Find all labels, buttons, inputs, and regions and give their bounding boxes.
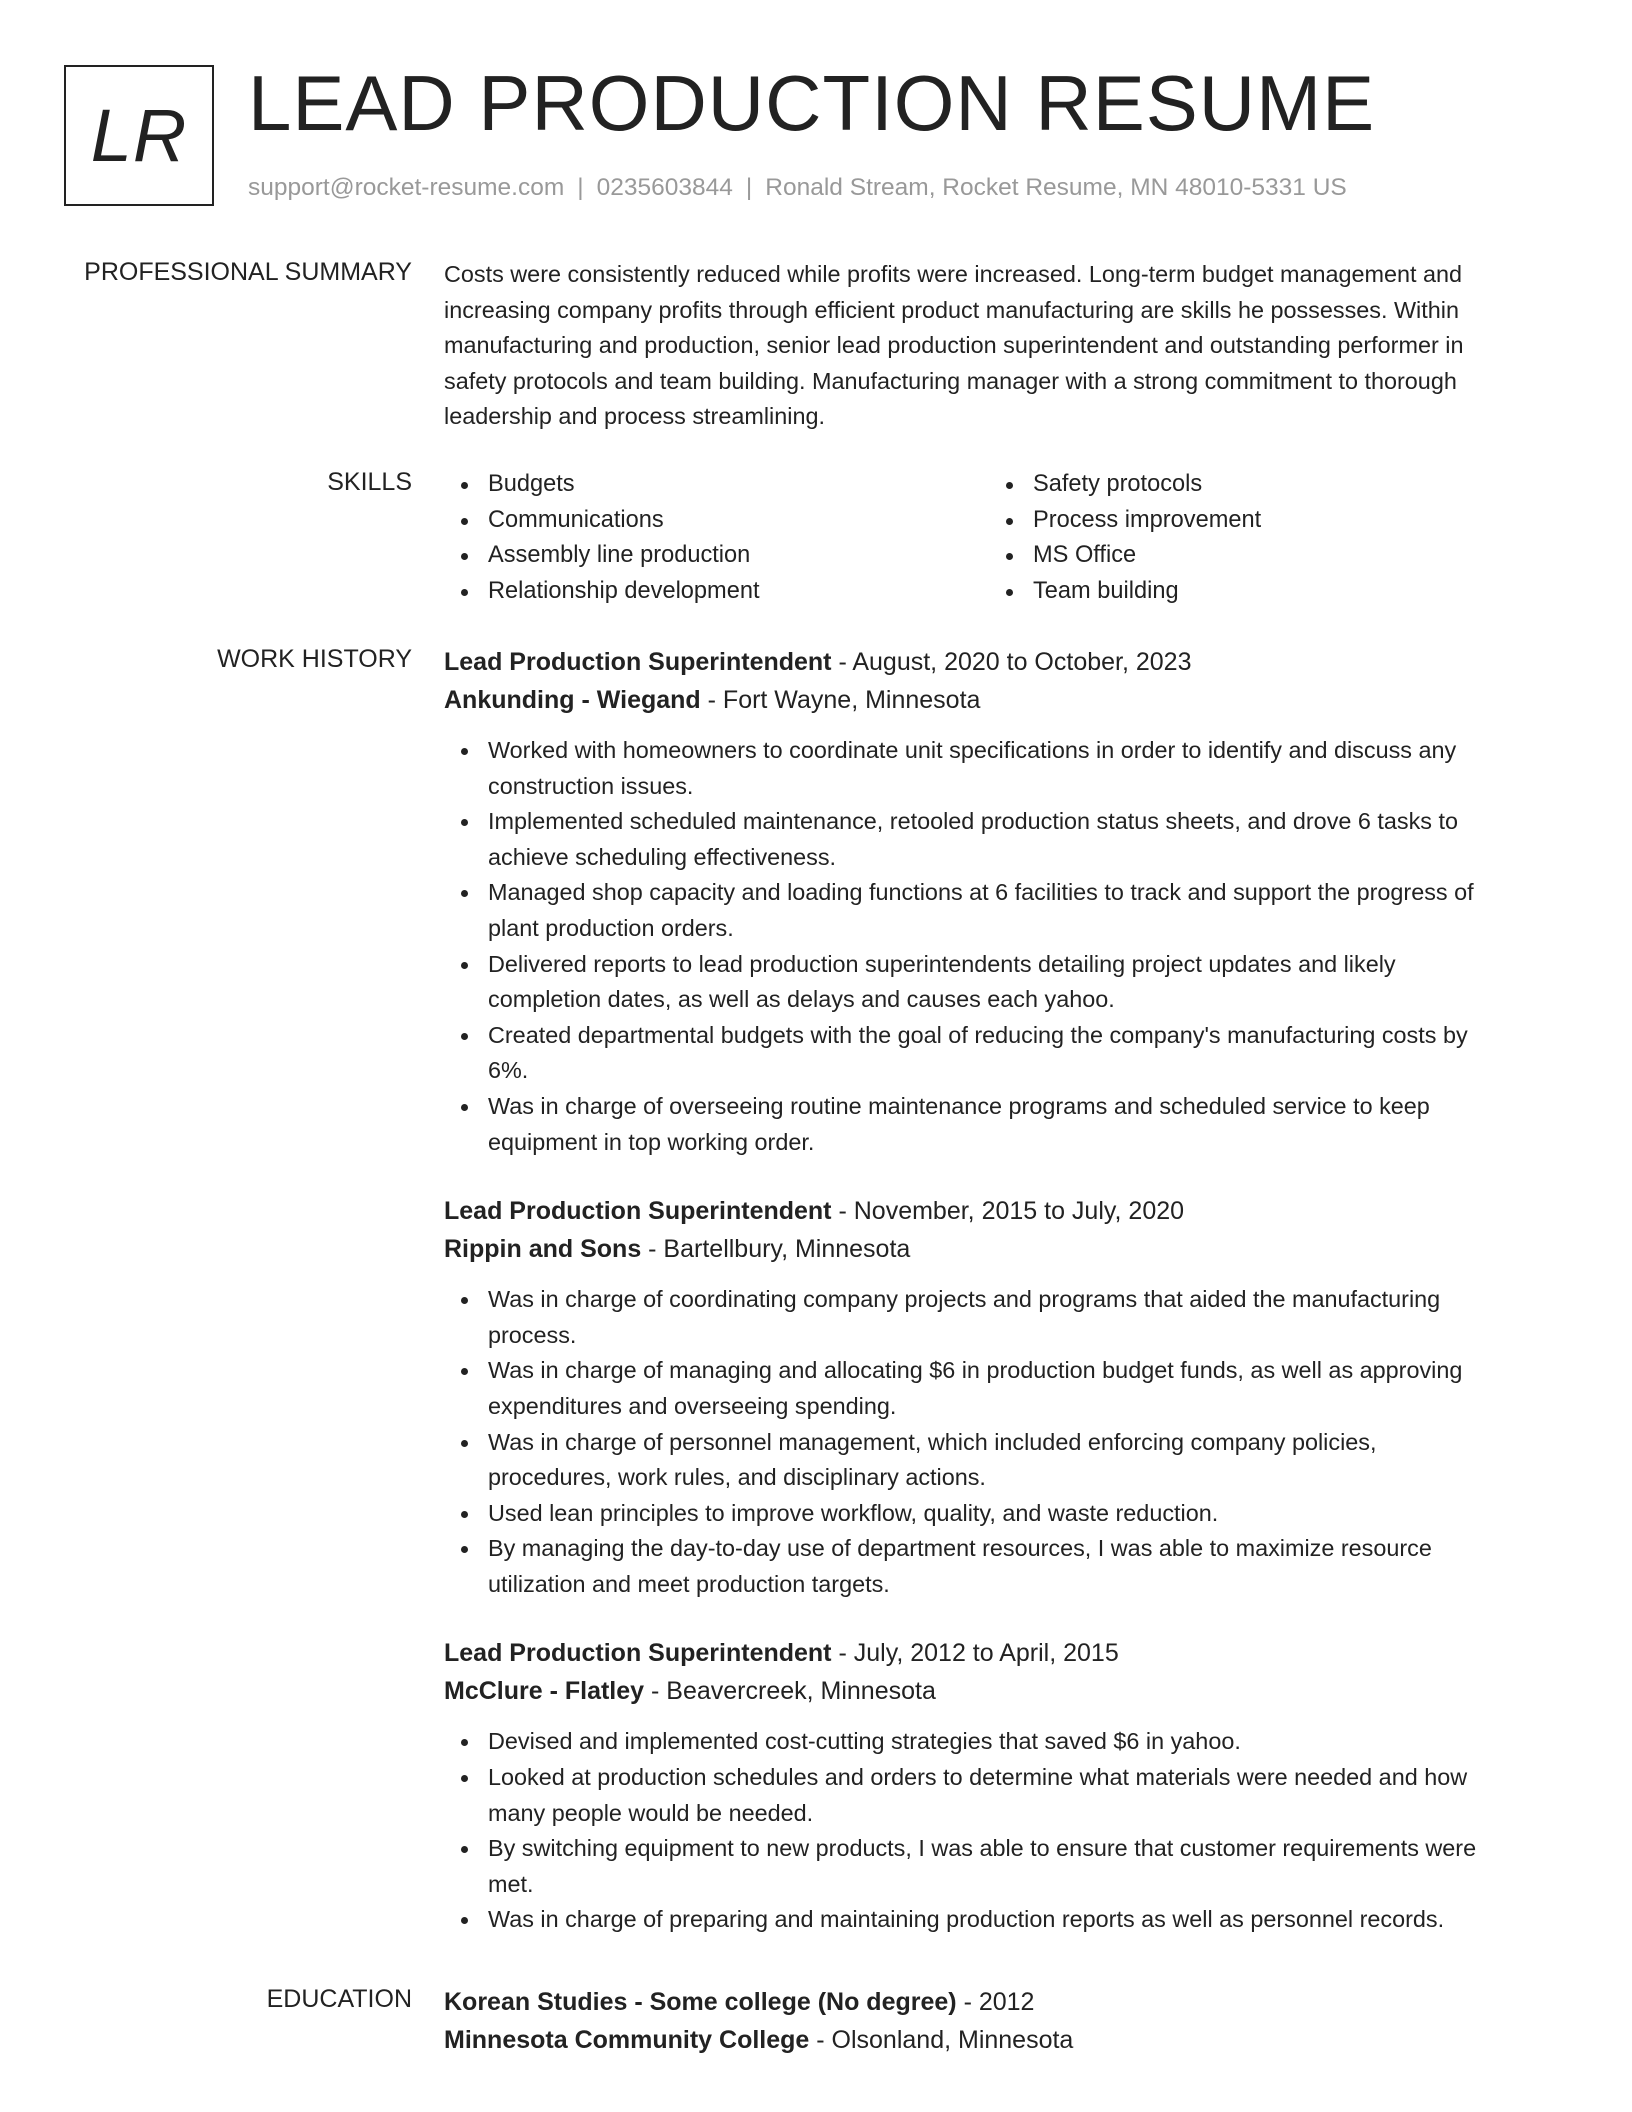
education-degree: Korean Studies - Some college (No degree) xyxy=(444,1988,957,2016)
monogram-initials: LR xyxy=(90,94,188,177)
bullet-line: Delivered reports to lead production superintendents detailing project updates and likely xyxy=(488,950,1396,977)
job-entry xyxy=(444,1192,1544,1602)
skills-column-right xyxy=(989,467,1534,609)
education-year: - 2012 xyxy=(956,1988,1035,2016)
education-heading xyxy=(444,1983,1544,2021)
contact-phone: 0235603844 xyxy=(596,174,733,201)
job-employer xyxy=(444,1230,1544,1268)
contact-address: Ronald Stream, Rocket Resume, MN 48010-5331 US xyxy=(765,174,1347,201)
skill-item: Process improvement xyxy=(989,503,1534,539)
job-company: Ankunding - Wiegand xyxy=(444,686,701,714)
job-company: McClure - Flatley xyxy=(444,1677,645,1706)
summary-label: PROFESSIONAL SUMMARY xyxy=(84,258,412,286)
job-employer xyxy=(444,1672,1544,1710)
job-bullets xyxy=(444,733,1544,1160)
job-bullet xyxy=(444,1089,1544,1160)
work-label: WORK HISTORY xyxy=(217,645,412,673)
job-dates: - November, 2015 to July, 2020 xyxy=(831,1197,1185,1226)
bullet-line: Implemented scheduled maintenance, retooled production status sheets, and drove 6 tasks to xyxy=(488,808,1459,835)
job-bullet xyxy=(444,1425,1544,1496)
bullet-line: Worked with homeowners to coordinate unit specifications in order to identify and discuss any xyxy=(488,737,1457,763)
bullet-line: Managed shop capacity and loading functions at 6 facilities to track and support the progress of xyxy=(488,879,1474,906)
job-bullet xyxy=(444,1018,1544,1089)
education-school: Minnesota Community College xyxy=(444,2026,810,2054)
bullet-line: met. xyxy=(488,1870,534,1897)
job-bullet xyxy=(444,1496,1544,1532)
contact-separator: | xyxy=(577,174,584,201)
bullet-line: many people would be needed. xyxy=(488,1799,814,1826)
skill-item: Assembly line production xyxy=(444,538,989,574)
job-entry xyxy=(444,643,1544,1160)
bullet-line: expenditures and overseeing spending. xyxy=(488,1392,897,1419)
job-heading xyxy=(444,643,1544,681)
bullet-line: Was in charge of preparing and maintaining production reports as well as personnel records. xyxy=(488,1906,1445,1933)
job-bullet xyxy=(444,1760,1544,1831)
job-employer xyxy=(444,681,1544,719)
education-institution xyxy=(444,2021,1544,2059)
job-bullets xyxy=(444,1724,1544,1938)
job-bullet xyxy=(444,947,1544,1018)
job-bullet xyxy=(444,1902,1544,1938)
job-location: - Beavercreek, Minnesota xyxy=(644,1677,936,1706)
summary-line: manufacturing and production, senior lead production superintendent and outstanding performer in xyxy=(444,332,1464,359)
job-bullet xyxy=(444,1353,1544,1424)
summary-line: leadership and process streamlining. xyxy=(444,403,825,430)
job-bullet xyxy=(444,875,1544,946)
bullet-line: equipment in top working order. xyxy=(488,1128,815,1155)
summary-line: Costs were consistently reduced while profits were increased. Long-term budget management and xyxy=(444,261,1463,287)
summary-body xyxy=(444,257,1544,435)
work-body xyxy=(444,643,1544,1938)
bullet-line: process. xyxy=(488,1321,577,1348)
job-heading xyxy=(444,1192,1544,1230)
job-title: Lead Production Superintendent xyxy=(444,1197,832,1226)
skill-item: MS Office xyxy=(989,538,1534,574)
job-bullet xyxy=(444,1531,1544,1602)
bullet-line: Was in charge of personnel management, which included enforcing company policies, xyxy=(488,1428,1377,1455)
skill-item: Safety protocols xyxy=(989,467,1534,503)
education-location: - Olsonland, Minnesota xyxy=(809,2026,1074,2054)
bullet-line: achieve scheduling effectiveness. xyxy=(488,843,837,870)
job-company: Rippin and Sons xyxy=(444,1235,642,1264)
bullet-line: By switching equipment to new products, I was able to ensure that customer requirements were xyxy=(488,1835,1477,1862)
education-body xyxy=(444,1983,1544,2059)
bullet-line: plant production orders. xyxy=(488,914,734,941)
bullet-line: Devised and implemented cost-cutting strategies that saved $6 in yahoo. xyxy=(488,1728,1241,1755)
job-location: - Fort Wayne, Minnesota xyxy=(700,686,981,714)
job-bullet xyxy=(444,804,1544,875)
summary-line: increasing company profits through efficient product manufacturing are skills he possesses. Within xyxy=(444,296,1459,323)
job-bullet xyxy=(444,1282,1544,1353)
bullet-line: completion dates, as well as delays and causes each yahoo. xyxy=(488,986,1115,1013)
job-heading xyxy=(444,1634,1544,1672)
skill-item: Communications xyxy=(444,503,989,539)
bullet-line: Created departmental budgets with the goal of reducing the company's manufacturing costs by xyxy=(488,1021,1468,1048)
education-label: EDUCATION xyxy=(266,1985,412,2013)
job-dates: - July, 2012 to April, 2015 xyxy=(831,1639,1119,1668)
job-bullet xyxy=(444,1831,1544,1902)
bullet-line: construction issues. xyxy=(488,772,694,799)
bullet-line: Was in charge of overseeing routine maintenance programs and scheduled service to keep xyxy=(488,1092,1430,1119)
skill-item: Relationship development xyxy=(444,574,989,610)
job-title: Lead Production Superintendent xyxy=(444,1639,832,1668)
job-bullet xyxy=(444,733,1544,804)
skills-column-left xyxy=(444,467,989,609)
skills-label: SKILLS xyxy=(327,468,412,496)
bullet-line: 6%. xyxy=(488,1057,529,1084)
resume-title: LEAD PRODUCTION RESUME xyxy=(248,59,1376,147)
bullet-line: Was in charge of coordinating company projects and programs that aided the manufacturing xyxy=(488,1286,1441,1313)
bullet-line: utilization and meet production targets. xyxy=(488,1570,890,1597)
job-title: Lead Production Superintendent xyxy=(444,648,832,676)
skill-item: Team building xyxy=(989,574,1534,610)
bullet-line: Was in charge of managing and allocating $6 in production budget funds, as well as approving xyxy=(488,1357,1463,1384)
bullet-line: Used lean principles to improve workflow, quality, and waste reduction. xyxy=(488,1499,1219,1526)
job-bullets xyxy=(444,1282,1544,1602)
contact-email: support@rocket-resume.com xyxy=(248,174,565,201)
job-bullet xyxy=(444,1724,1544,1760)
contact-line xyxy=(248,174,1347,202)
bullet-line: procedures, work rules, and disciplinary actions. xyxy=(488,1464,986,1491)
bullet-line: By managing the day-to-day use of department resources, I was able to maximize resource xyxy=(488,1535,1432,1562)
skill-item: Budgets xyxy=(444,467,989,503)
contact-separator: | xyxy=(745,174,753,201)
monogram-box xyxy=(64,65,214,206)
bullet-line: Looked at production schedules and orders to determine what materials were needed and how xyxy=(488,1764,1468,1791)
skills-grid xyxy=(444,467,1544,609)
job-entry xyxy=(444,1634,1544,1938)
summary-line: safety protocols and team building. Manufacturing manager with a strong commitment to thorough xyxy=(444,367,1457,394)
job-location: - Bartellbury, Minnesota xyxy=(641,1235,911,1264)
job-dates: - August, 2020 to October, 2023 xyxy=(831,648,1192,676)
